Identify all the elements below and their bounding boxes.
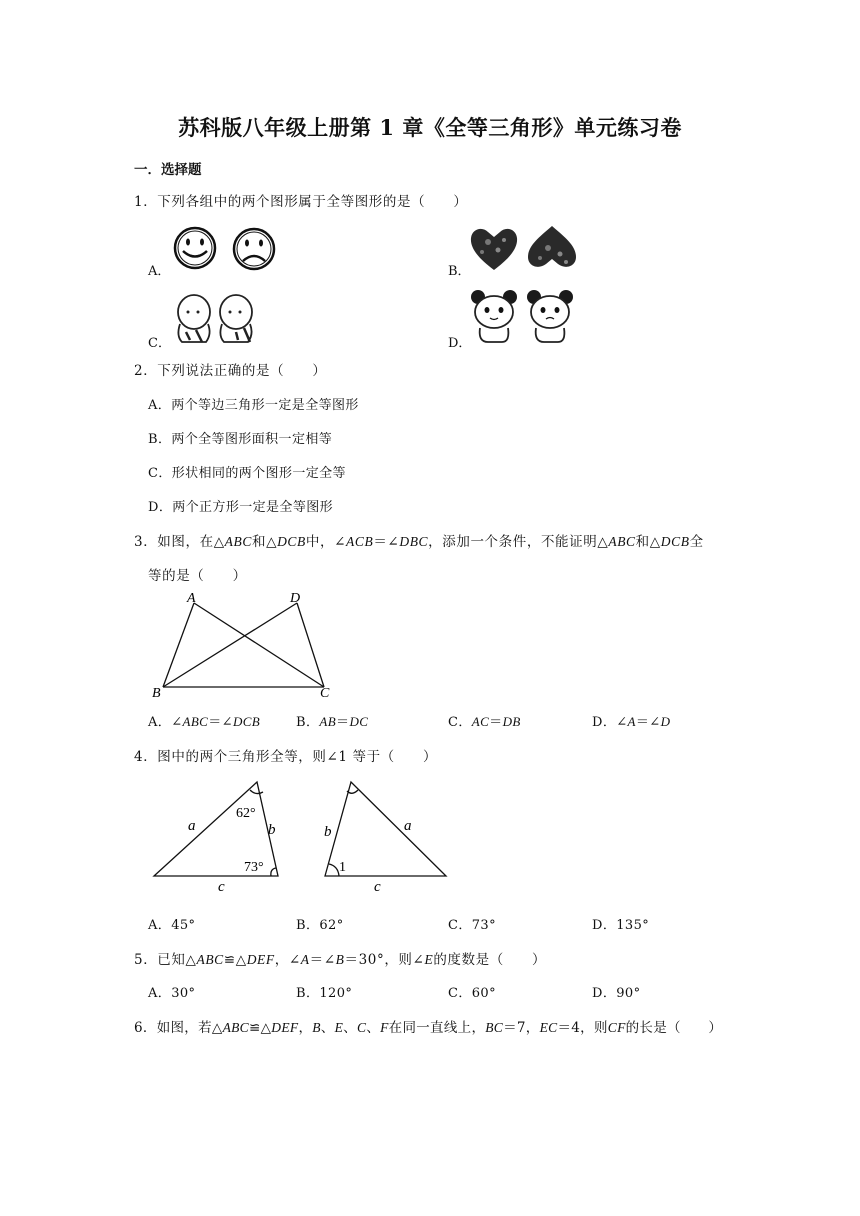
hearts-image <box>468 224 580 274</box>
fig2-side-a: a <box>404 818 412 834</box>
q3-figure <box>148 588 338 700</box>
q3-option-c: C．AC＝DB <box>448 714 521 730</box>
q2-option-c: C．形状相同的两个图形一定全等 <box>148 466 346 481</box>
fig-label-c: C <box>320 686 330 700</box>
q4-option-d: D．135° <box>592 918 650 933</box>
fig-label-a: A <box>187 591 196 606</box>
q3-option-b: B．AB＝DC <box>296 714 369 730</box>
fig2-angle-1: 1 <box>339 860 346 875</box>
fig1-side-a: a <box>188 818 196 834</box>
question-2-stem: 2．下列说法正确的是（ ） <box>134 363 327 379</box>
fig1-side-c: c <box>218 879 225 895</box>
panda-faces-image <box>468 288 578 346</box>
q5-option-c: C．60° <box>448 986 496 1001</box>
cartoon-heads-image <box>172 292 268 344</box>
question-5-stem: 5．已知△ABC≌△DEF，∠A＝∠B＝30°，则∠E的度数是（ ） <box>134 952 547 968</box>
fig2-side-b: b <box>324 824 332 840</box>
q2-option-d: D．两个正方形一定是全等图形 <box>148 500 334 515</box>
fig1-angle-top: 62° <box>236 806 256 821</box>
q3-option-a: A．∠ABC＝∠DCB <box>148 714 261 730</box>
page-title: 苏科版八年级上册第 1 章《全等三角形》单元练习卷 <box>178 115 682 140</box>
section-heading: 一．选择题 <box>134 162 202 178</box>
q2-option-a: A．两个等边三角形一定是全等图形 <box>148 398 359 413</box>
q4-option-a: A．45° <box>148 918 196 933</box>
q4-figure <box>148 774 458 898</box>
q5-option-a: A．30° <box>148 986 196 1001</box>
fig-label-b: B <box>152 686 161 700</box>
q4-option-b: B．62° <box>296 918 344 933</box>
question-3-stem-line1: 3．如图，在△ABC和△DCB中，∠ACB＝∠DBC，添加一个条件，不能证明△ABC和△DCB全 <box>134 534 704 550</box>
q5-option-d: D．90° <box>592 986 641 1001</box>
q4-option-c: C．73° <box>448 918 496 933</box>
q1-option-d-label: D． <box>448 336 472 351</box>
q1-option-c-label: C． <box>148 336 171 351</box>
fig1-side-b: b <box>268 822 276 838</box>
fig-label-d: D <box>290 591 301 606</box>
question-1-stem: 1．下列各组中的两个图形属于全等图形的是（ ） <box>134 194 468 210</box>
question-3-stem-line2: 等的是（ ） <box>148 568 247 584</box>
q5-option-b: B．120° <box>296 986 353 1001</box>
q3-option-d: D．∠A＝∠D <box>592 714 671 730</box>
question-4-stem: 4．图中的两个三角形全等，则∠1 等于（ ） <box>134 749 438 765</box>
smiley-faces-image <box>172 226 284 272</box>
q1-option-b-label: B． <box>448 264 471 279</box>
question-6-stem: 6．如图，若△ABC≌△DEF，B、E、C、F在同一直线上，BC＝7，EC＝4，则CF的长是（ ） <box>134 1020 723 1036</box>
fig1-angle-right: 73° <box>244 860 264 875</box>
q2-option-b: B．两个全等图形面积一定相等 <box>148 432 333 447</box>
fig2-side-c: c <box>374 879 381 895</box>
q1-option-a-label: A． <box>148 264 171 279</box>
